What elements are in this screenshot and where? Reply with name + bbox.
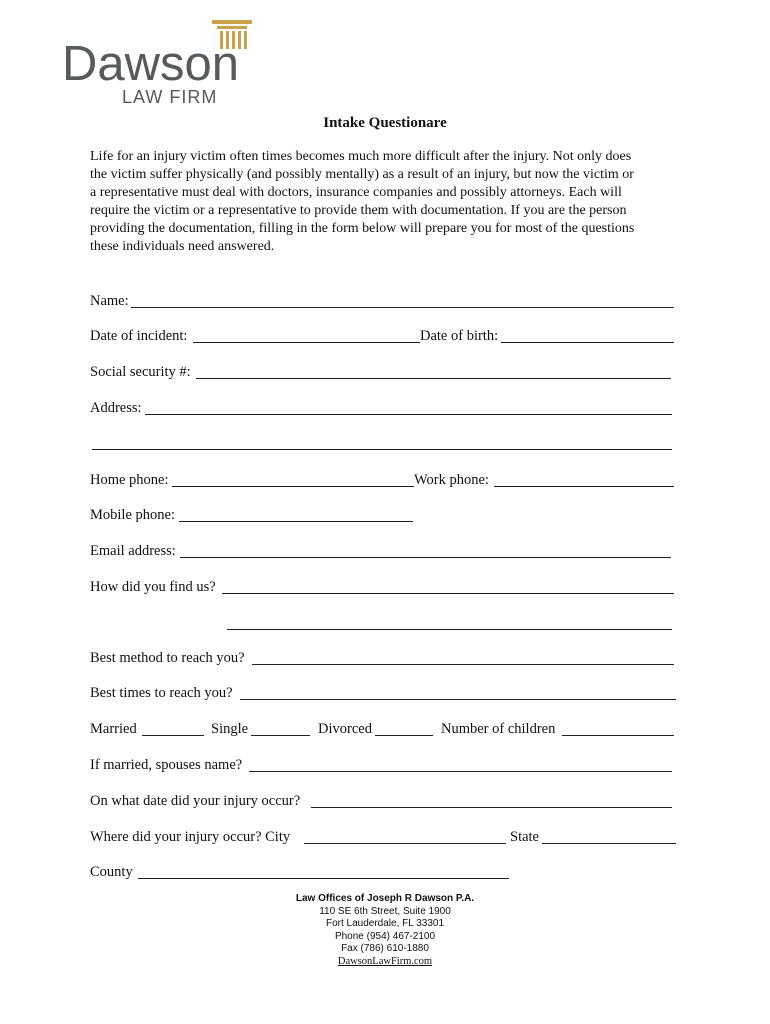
- state-field[interactable]: [542, 843, 676, 844]
- best-times-field[interactable]: [240, 699, 676, 700]
- mobile-phone-label: Mobile phone:: [90, 507, 175, 523]
- injury-date-row: [90, 790, 680, 812]
- work-phone-field[interactable]: [494, 486, 674, 487]
- home-phone-label: Home phone:: [90, 472, 169, 488]
- spouse-name-field[interactable]: [249, 771, 672, 772]
- birth-date-label: Date of birth:: [420, 328, 499, 344]
- incident-row: [90, 325, 680, 347]
- city-field[interactable]: [304, 843, 506, 844]
- phone-row: [90, 469, 680, 491]
- intro-paragraph: [90, 148, 690, 256]
- injury-date-field[interactable]: [311, 807, 672, 808]
- home-phone-field[interactable]: [172, 486, 414, 487]
- footer-street: 110 SE 6th Street, Suite 1900: [319, 905, 451, 917]
- intro-line: the victim suffer physically (and possibly mentally) as a result of an injury, but now the victim or: [90, 167, 634, 182]
- incident-date-label: Date of incident:: [90, 328, 188, 344]
- address-label: Address:: [90, 400, 142, 416]
- footer-phone: Phone (954) 467-2100: [334, 930, 436, 942]
- intro-line: Life for an injury victim often times becomes much more difficult after the injury. Not only does: [90, 149, 632, 164]
- county-label: County: [90, 864, 133, 880]
- ssn-field[interactable]: [196, 378, 671, 379]
- mobile-row: [90, 504, 680, 526]
- best-method-label: Best method to reach you?: [90, 650, 245, 666]
- injury-location-row: [90, 826, 680, 848]
- single-field[interactable]: [251, 735, 310, 736]
- find-us-row-2: [90, 612, 680, 634]
- find-us-row: [90, 576, 680, 598]
- email-row: [90, 540, 680, 562]
- best-times-label: Best times to reach you?: [90, 685, 233, 701]
- address-row: [90, 397, 680, 419]
- footer-website-link[interactable]: DawsonLawFirm.com: [337, 955, 433, 967]
- footer-city: Fort Lauderdale, FL 33301: [325, 918, 445, 929]
- footer-fax: Fax (786) 610-1880: [341, 943, 429, 954]
- county-row: [90, 861, 680, 883]
- footer-firm-name: Law Offices of Joseph R Dawson P.A.: [295, 893, 475, 904]
- incident-date-field[interactable]: [193, 342, 420, 343]
- single-label: Single: [211, 721, 249, 737]
- county-field[interactable]: [138, 878, 509, 879]
- best-method-field[interactable]: [252, 664, 674, 665]
- logo-subtitle: LAW FIRM: [122, 87, 218, 107]
- page-title: Intake Questionare: [323, 115, 447, 131]
- injury-city-label: Where did your injury occur? City: [90, 829, 291, 845]
- marital-row: [90, 718, 680, 740]
- birth-date-field[interactable]: [501, 342, 674, 343]
- intro-line: require the victim or a representative to provide them with documentation. If you are the person: [90, 203, 627, 218]
- footer: [0, 893, 770, 968]
- married-label: Married: [90, 721, 137, 737]
- email-field[interactable]: [180, 557, 671, 558]
- ssn-label: Social security #:: [90, 364, 191, 380]
- ssn-row: [90, 361, 680, 383]
- spouse-row: [90, 754, 680, 776]
- find-us-field[interactable]: [222, 593, 674, 594]
- name-field[interactable]: [131, 307, 674, 308]
- best-method-row: [90, 647, 680, 669]
- find-us-line-2-field[interactable]: [227, 629, 672, 630]
- work-phone-label: Work phone:: [414, 472, 489, 488]
- intro-line: these individuals need answered.: [90, 239, 275, 254]
- address-field[interactable]: [145, 414, 672, 415]
- best-times-row: [90, 682, 680, 704]
- email-label: Email address:: [90, 543, 176, 559]
- children-label: Number of children: [441, 721, 556, 737]
- children-field[interactable]: [562, 735, 674, 736]
- find-us-label: How did you find us?: [90, 579, 216, 595]
- address-row-2: [90, 432, 680, 454]
- mobile-phone-field[interactable]: [179, 521, 413, 522]
- injury-date-label: On what date did your injury occur?: [90, 793, 301, 809]
- spouse-name-label: If married, spouses name?: [90, 757, 243, 773]
- state-label: State: [510, 829, 539, 845]
- intro-line: a representative must deal with doctors, insurance companies and possibly attorneys. Each will: [90, 185, 622, 200]
- divorced-field[interactable]: [375, 735, 433, 736]
- name-row: [90, 290, 680, 312]
- logo-name: Dawson: [62, 37, 240, 91]
- divorced-label: Divorced: [318, 721, 372, 737]
- intro-line: providing the documentation, filling in the form below will prepare you for most of the questions: [90, 221, 635, 236]
- name-label: Name:: [90, 293, 129, 309]
- married-field[interactable]: [142, 735, 204, 736]
- address-line-2-field[interactable]: [92, 449, 672, 450]
- firm-logo: [62, 20, 262, 110]
